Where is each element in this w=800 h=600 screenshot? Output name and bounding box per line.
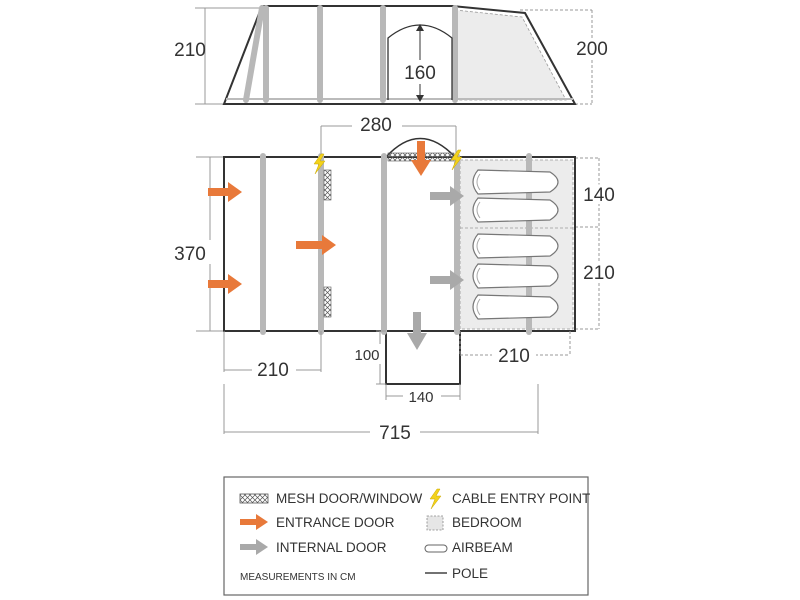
legend-mesh-label: MESH DOOR/WINDOW — [276, 491, 423, 506]
bedroom-legend-icon — [427, 516, 443, 530]
legend-entrance-label: ENTRANCE DOOR — [276, 515, 395, 530]
legend-airbeam-label: AIRBEAM — [452, 540, 513, 555]
legend-cable-label: CABLE ENTRY POINT — [452, 491, 591, 506]
bedroom-width-label: 210 — [498, 346, 530, 367]
airbeam-legend-icon — [425, 545, 447, 552]
mesh-legend-icon — [240, 494, 268, 503]
depth-label: 370 — [174, 244, 206, 265]
sleeping-bag — [473, 295, 558, 319]
legend-internal-label: INTERNAL DOOR — [276, 540, 387, 555]
mesh-window — [324, 287, 331, 317]
side-elevation — [174, 6, 608, 104]
porch-width-label: 280 — [360, 115, 392, 136]
legend-pole-label: POLE — [452, 566, 489, 581]
floor-plan — [168, 112, 615, 444]
door-height-label: 160 — [404, 63, 436, 84]
legend — [224, 477, 590, 595]
bedroom-lower-label: 210 — [583, 263, 615, 284]
sleeping-bags — [473, 170, 558, 319]
bedroom-upper-label: 140 — [583, 185, 615, 206]
sleeping-bag — [473, 170, 558, 194]
overall-length-label: 715 — [379, 423, 411, 444]
living-width-label: 210 — [257, 360, 289, 381]
right-height-label: 200 — [576, 39, 608, 60]
legend-bedroom-label: BEDROOM — [452, 515, 522, 530]
sleeping-bag — [473, 264, 558, 288]
mesh-window — [324, 170, 331, 200]
left-height-label: 210 — [174, 40, 206, 61]
bedroom-side-area — [455, 10, 566, 100]
canopy-width-label: 140 — [408, 389, 434, 406]
sleeping-bag — [473, 234, 558, 258]
sleeping-bag — [473, 198, 558, 222]
canopy-depth-label: 100 — [354, 347, 380, 364]
legend-measurements-note: MEASUREMENTS IN CM — [240, 572, 356, 583]
